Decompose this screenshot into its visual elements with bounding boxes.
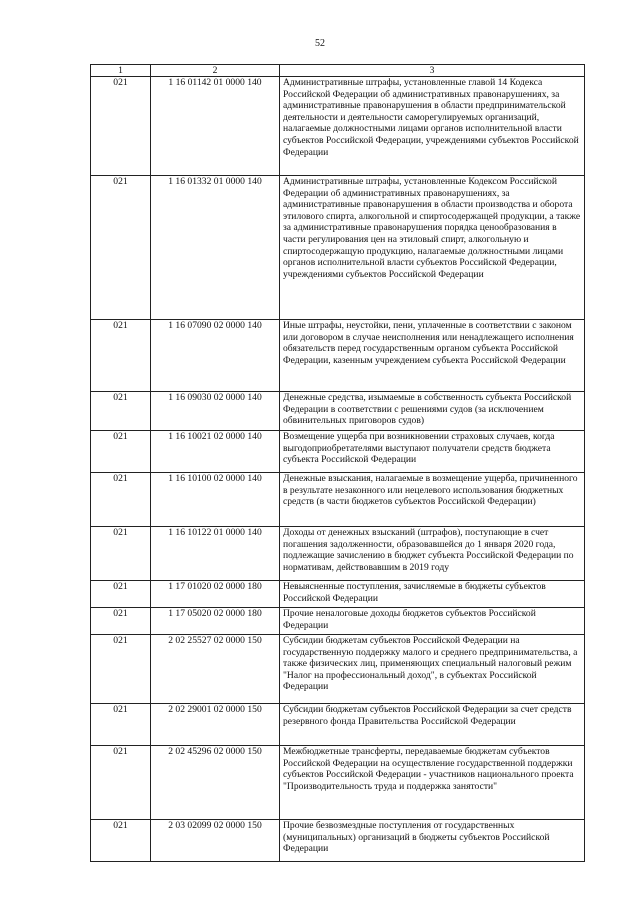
- budget-code-cell: 2 02 29001 02 0000 150: [151, 704, 280, 746]
- admin-code-cell: 021: [91, 608, 151, 635]
- description-cell: Субсидии бюджетам субъектов Российской Федерации на государственную поддержку малого и среднего предпринимательства, а также физических лиц, применяющих специальный налоговый режим "Налог на профессиональный доход", в субъектах Российской Федерации: [280, 635, 585, 704]
- budget-code-cell: 1 16 01332 01 0000 140: [151, 176, 280, 320]
- admin-code-cell: 021: [91, 320, 151, 392]
- table-row: [91, 608, 585, 635]
- admin-code-cell: 021: [91, 392, 151, 431]
- budget-code-cell: 1 16 09030 02 0000 140: [151, 392, 280, 431]
- admin-code-cell: 021: [91, 635, 151, 704]
- table-row: [91, 320, 585, 392]
- admin-code-cell: 021: [91, 176, 151, 320]
- column-header-1: 1: [91, 65, 151, 77]
- description-cell: Прочие неналоговые доходы бюджетов субъектов Российской Федерации: [280, 608, 585, 635]
- description-cell: Административные штрафы, установленные Кодексом Российской Федерации об административных правонарушениях, за административные правонарушения в области производства и оборота этилового спирта, алкогольной и спиртосодержащей продукции, а также за административные правонарушения порядка ценообразования в части регулирования цен на этиловый спирт, алкогольную и спиртосодержащую продукцию, налагаемые должностными лицами органов исполнительной власти субъектов Российской Федерации, учреждениями субъектов Российской Федерации: [280, 176, 585, 320]
- table-row: [91, 704, 585, 746]
- budget-code-cell: 1 17 01020 02 0000 180: [151, 581, 280, 608]
- description-cell: Субсидии бюджетам субъектов Российской Федерации за счет средств резервного фонда Правительства Российской Федерации: [280, 704, 585, 746]
- budget-code-cell: 1 17 05020 02 0000 180: [151, 608, 280, 635]
- budget-code-cell: 2 02 25527 02 0000 150: [151, 635, 280, 704]
- budget-codes-table: [90, 64, 585, 862]
- budget-code-cell: 1 16 10100 02 0000 140: [151, 473, 280, 527]
- description-cell: Денежные взыскания, налагаемые в возмещение ущерба, причиненного в результате незаконного или нецелевого использования бюджетных средств (в части бюджетов субъектов Российской Федерации): [280, 473, 585, 527]
- description-cell: Иные штрафы, неустойки, пени, уплаченные в соответствии с законом или договором в случае неисполнения или ненадлежащего исполнения обязательств перед государственным органом субъекта Российской Федерации, казенным учреждением субъекта Российской Федерации: [280, 320, 585, 392]
- admin-code-cell: 021: [91, 527, 151, 581]
- description-cell: Прочие безвозмездные поступления от государственных (муниципальных) организаций в бюджеты субъектов Российской Федерации: [280, 820, 585, 862]
- budget-code-cell: 1 16 01142 01 0000 140: [151, 77, 280, 176]
- table-row: [91, 527, 585, 581]
- table-row: [91, 820, 585, 862]
- table-row: [91, 473, 585, 527]
- table-row: [91, 581, 585, 608]
- description-cell: Денежные средства, изымаемые в собственность субъекта Российской Федерации в соответствии с решениями судов (за исключением обвинительных приговоров судов): [280, 392, 585, 431]
- admin-code-cell: 021: [91, 746, 151, 820]
- description-cell: Доходы от денежных взысканий (штрафов), поступающие в счет погашения задолженности, образовавшейся до 1 января 2020 года, подлежащие зачислению в бюджет субъекта Российской Федерации по нормативам, действовавшим в 2019 году: [280, 527, 585, 581]
- table-row: [91, 746, 585, 820]
- admin-code-cell: 021: [91, 581, 151, 608]
- table-row: [91, 176, 585, 320]
- budget-code-cell: 1 16 07090 02 0000 140: [151, 320, 280, 392]
- table-row: [91, 392, 585, 431]
- budget-code-cell: 1 16 10122 01 0000 140: [151, 527, 280, 581]
- column-header-2: 2: [151, 65, 280, 77]
- column-header-3: 3: [280, 65, 585, 77]
- table-row: [91, 77, 585, 176]
- budget-code-cell: 2 02 45296 02 0000 150: [151, 746, 280, 820]
- description-cell: Межбюджетные трансферты, передаваемые бюджетам субъектов Российской Федерации на осуществление государственной поддержки субъектов Российской Федерации - участников национального проекта "Производительность труда и поддержка занятости": [280, 746, 585, 820]
- table-header-row: [91, 65, 585, 77]
- table-row: [91, 431, 585, 473]
- admin-code-cell: 021: [91, 704, 151, 746]
- admin-code-cell: 021: [91, 473, 151, 527]
- admin-code-cell: 021: [91, 431, 151, 473]
- description-cell: Возмещение ущерба при возникновении страховых случаев, когда выгодоприобретателями выступают получатели средств бюджета субъекта Российской Федерации: [280, 431, 585, 473]
- table-row: [91, 635, 585, 704]
- budget-code-cell: 2 03 02099 02 0000 150: [151, 820, 280, 862]
- page-number: 52: [315, 38, 325, 49]
- description-cell: Невыясненные поступления, зачисляемые в бюджеты субъектов Российской Федерации: [280, 581, 585, 608]
- admin-code-cell: 021: [91, 77, 151, 176]
- budget-code-cell: 1 16 10021 02 0000 140: [151, 431, 280, 473]
- admin-code-cell: 021: [91, 820, 151, 862]
- description-cell: Административные штрафы, установленные главой 14 Кодекса Российской Федерации об административных правонарушениях, за административные правонарушения в области предпринимательской деятельности и деятельности саморегулируемых организаций, налагаемые должностными лицами органов исполнительной власти субъектов Российской Федерации, учреждениями субъектов Российской Федерации: [280, 77, 585, 176]
